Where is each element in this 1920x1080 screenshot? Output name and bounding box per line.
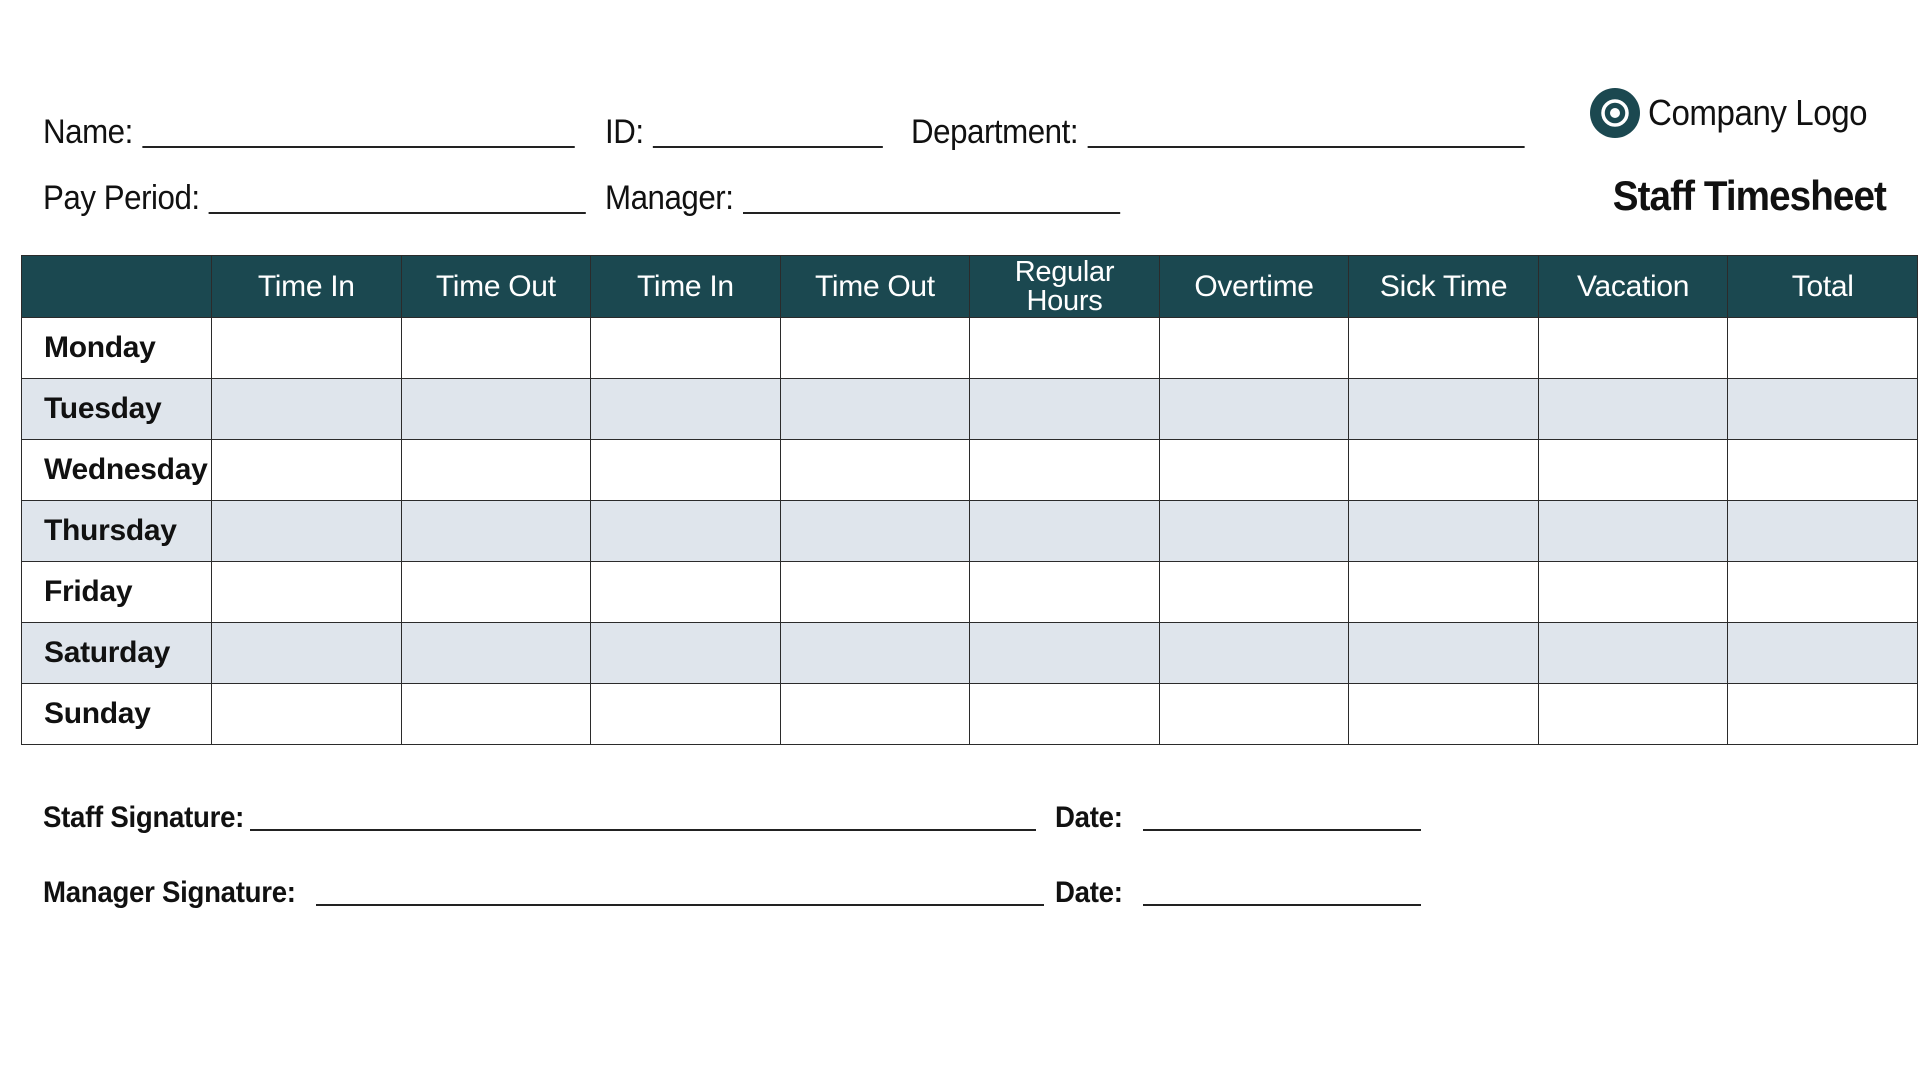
staff-signature-label: Staff Signature:	[43, 801, 245, 834]
entry-cell[interactable]	[970, 440, 1160, 501]
entry-cell[interactable]	[212, 440, 402, 501]
column-header-time-in-2: Time In	[591, 256, 781, 318]
entry-cell[interactable]	[591, 318, 781, 379]
entry-cell[interactable]	[1159, 318, 1349, 379]
table-row	[22, 623, 1918, 684]
day-label: Tuesday	[22, 379, 212, 440]
manager-date-line[interactable]	[1143, 878, 1421, 906]
entry-cell[interactable]	[212, 379, 402, 440]
staff-date-line[interactable]	[1143, 803, 1421, 831]
table-row	[22, 440, 1918, 501]
day-label: Wednesday	[22, 440, 212, 501]
entry-cell[interactable]	[1349, 379, 1539, 440]
column-header-day	[22, 256, 212, 318]
staff-date-field[interactable]	[1055, 801, 1421, 835]
entry-cell[interactable]	[1159, 562, 1349, 623]
entry-cell[interactable]	[970, 684, 1160, 745]
manager-field[interactable]	[605, 178, 1120, 218]
id-label: ID:	[605, 113, 644, 151]
column-header-time-out-2: Time Out	[780, 256, 970, 318]
entry-cell[interactable]	[591, 684, 781, 745]
entry-cell[interactable]	[970, 501, 1160, 562]
entry-cell[interactable]	[1538, 562, 1728, 623]
pay-period-line[interactable]	[209, 182, 586, 214]
entry-cell[interactable]	[1728, 379, 1918, 440]
entry-cell[interactable]	[970, 379, 1160, 440]
entry-cell[interactable]	[1728, 562, 1918, 623]
manager-label: Manager:	[605, 179, 734, 217]
column-header-time-out-1: Time Out	[401, 256, 591, 318]
entry-cell[interactable]	[401, 562, 591, 623]
table-header-row	[22, 256, 1918, 318]
logo-text: Company Logo	[1647, 92, 1867, 133]
manager-signature-label: Manager Signature:	[43, 876, 296, 909]
timesheet-body	[22, 318, 1918, 745]
entry-cell[interactable]	[401, 440, 591, 501]
entry-cell[interactable]	[1349, 318, 1539, 379]
manager-date-label: Date:	[1055, 876, 1123, 909]
department-label: Department:	[911, 113, 1079, 151]
column-header-sick-time: Sick Time	[1349, 256, 1539, 318]
entry-cell[interactable]	[1728, 501, 1918, 562]
entry-cell[interactable]	[1728, 623, 1918, 684]
entry-cell[interactable]	[591, 623, 781, 684]
table-row	[22, 318, 1918, 379]
entry-cell[interactable]	[780, 623, 970, 684]
table-row	[22, 562, 1918, 623]
entry-cell[interactable]	[212, 684, 402, 745]
entry-cell[interactable]	[780, 562, 970, 623]
entry-cell[interactable]	[1538, 501, 1728, 562]
pay-period-field[interactable]	[43, 178, 586, 218]
day-label: Monday	[22, 318, 212, 379]
entry-cell[interactable]	[212, 623, 402, 684]
manager-signature-line[interactable]	[316, 878, 1044, 906]
entry-cell[interactable]	[401, 501, 591, 562]
timesheet-table	[21, 255, 1918, 745]
column-header-overtime: Overtime	[1159, 256, 1349, 318]
department-line[interactable]	[1087, 116, 1524, 148]
entry-cell[interactable]	[1159, 440, 1349, 501]
column-header-vacation: Vacation	[1538, 256, 1728, 318]
entry-cell[interactable]	[1728, 684, 1918, 745]
entry-cell[interactable]	[1728, 318, 1918, 379]
manager-signature-field[interactable]	[43, 876, 1044, 910]
entry-cell[interactable]	[1538, 318, 1728, 379]
department-field[interactable]	[911, 112, 1524, 152]
entry-cell[interactable]	[1349, 562, 1539, 623]
entry-cell[interactable]	[970, 318, 1160, 379]
name-line[interactable]	[142, 116, 574, 148]
entry-cell[interactable]	[1349, 684, 1539, 745]
staff-signature-line[interactable]	[250, 803, 1036, 831]
day-label: Saturday	[22, 623, 212, 684]
entry-cell[interactable]	[970, 623, 1160, 684]
page-title: Staff Timesheet	[1612, 172, 1886, 219]
entry-cell[interactable]	[591, 562, 781, 623]
name-label: Name:	[43, 113, 133, 151]
entry-cell[interactable]	[212, 318, 402, 379]
entry-cell[interactable]	[780, 318, 970, 379]
entry-cell[interactable]	[780, 379, 970, 440]
entry-cell[interactable]	[1159, 379, 1349, 440]
entry-cell[interactable]	[1349, 501, 1539, 562]
entry-cell[interactable]	[591, 501, 781, 562]
table-row	[22, 501, 1918, 562]
table-row	[22, 379, 1918, 440]
entry-cell[interactable]	[1349, 623, 1539, 684]
day-label: Thursday	[22, 501, 212, 562]
day-label: Friday	[22, 562, 212, 623]
column-header-time-in-1: Time In	[212, 256, 402, 318]
staff-date-label: Date:	[1055, 801, 1123, 834]
pay-period-label: Pay Period:	[43, 179, 200, 217]
id-line[interactable]	[653, 116, 883, 148]
target-icon	[1590, 88, 1640, 138]
entry-cell[interactable]	[401, 623, 591, 684]
entry-cell[interactable]	[591, 379, 781, 440]
entry-cell[interactable]	[1349, 440, 1539, 501]
column-header-regular-hours: Regular Hours	[970, 256, 1160, 318]
entry-cell[interactable]	[1538, 440, 1728, 501]
entry-cell[interactable]	[970, 562, 1160, 623]
entry-cell[interactable]	[212, 562, 402, 623]
entry-cell[interactable]	[1538, 623, 1728, 684]
entry-cell[interactable]	[1728, 440, 1918, 501]
entry-cell[interactable]	[401, 684, 591, 745]
day-label: Sunday	[22, 684, 212, 745]
entry-cell[interactable]	[1538, 684, 1728, 745]
manager-date-field[interactable]	[1055, 876, 1421, 910]
entry-cell[interactable]	[780, 501, 970, 562]
entry-cell[interactable]	[1159, 684, 1349, 745]
staff-signature-field[interactable]	[43, 801, 1036, 835]
company-logo	[1590, 88, 1886, 138]
entry-cell[interactable]	[401, 379, 591, 440]
entry-cell[interactable]	[591, 440, 781, 501]
entry-cell[interactable]	[780, 440, 970, 501]
entry-cell[interactable]	[780, 684, 970, 745]
manager-line[interactable]	[743, 182, 1120, 214]
column-header-total: Total	[1728, 256, 1918, 318]
entry-cell[interactable]	[401, 318, 591, 379]
table-row	[22, 684, 1918, 745]
entry-cell[interactable]	[1159, 501, 1349, 562]
name-field[interactable]	[43, 112, 574, 152]
entry-cell[interactable]	[1538, 379, 1728, 440]
entry-cell[interactable]	[212, 501, 402, 562]
id-field[interactable]	[605, 112, 883, 152]
entry-cell[interactable]	[1159, 623, 1349, 684]
